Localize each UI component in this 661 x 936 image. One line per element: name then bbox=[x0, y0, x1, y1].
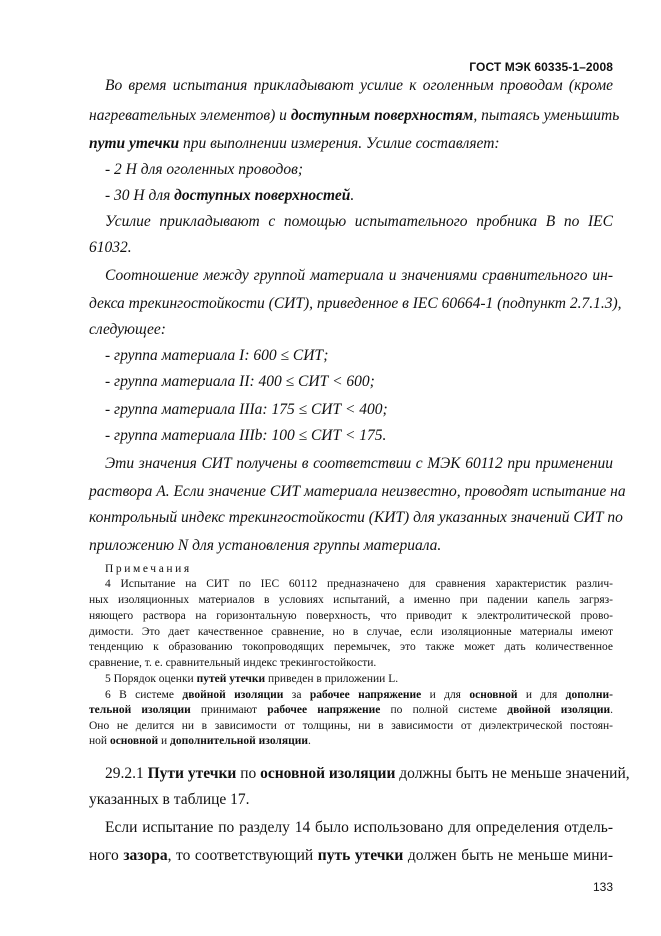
group-list-item: - группа материала IIIa: 175 ≤ СИТ < 400; bbox=[105, 401, 388, 418]
note4-line: ных изоляционных материалов в условиях испытаний, а именно при падении капель загряз- bbox=[89, 594, 613, 606]
para5-line2: ного зазора, то соответствующий путь утечки должен быть не меньше мини- bbox=[89, 847, 613, 864]
note6-line3: Оно не делится ни в зависимости от толщины, ни в зависимости от диэлектрической постоян- bbox=[89, 720, 613, 732]
para3-line1: Соотношение между группой материала и значениями сравнительного ин- bbox=[105, 267, 613, 284]
para2-line2: 61032. bbox=[89, 239, 132, 256]
para4-line4: приложению N для установления группы материала. bbox=[89, 537, 442, 554]
para3-line2: декса трекингостойкости (СИТ), приведенное в IEC 60664-1 (подпункт 2.7.1.3), bbox=[89, 295, 622, 312]
para4-line2: раствора А. Если значение СИТ материала неизвестно, проводят испытание на bbox=[89, 483, 626, 500]
para5-line1: Если испытание по разделу 14 было использовано для определения отдель- bbox=[105, 819, 613, 836]
note4-line: 4 Испытание на СИТ по IEC 60112 предназначено для сравнения характеристик различ- bbox=[105, 578, 613, 590]
para1-line2: нагревательных элементов) и доступным поверхностям, пытаясь уменьшить bbox=[89, 107, 620, 124]
note4-line: димости. Это дает качественное сравнение, но в случае, если изоляционные материалы имеют bbox=[89, 626, 613, 638]
para1-line3: пути утечки при выполнении измерения. Усилие составляет: bbox=[89, 135, 500, 152]
para2-line1: Усилие прикладывают с помощью испытательного пробника В по IEC bbox=[105, 213, 613, 230]
page-number: 133 bbox=[592, 880, 613, 894]
group-list-item: - группа материала II: 400 ≤ СИТ < 600; bbox=[105, 373, 375, 390]
force-list-item: - 2 Н для оголенных проводов; bbox=[105, 161, 304, 178]
group-list-item: - группа материала I: 600 ≤ СИТ; bbox=[105, 347, 329, 364]
note4-line: тенденцию к образованию токопроводящих перемычек, это также может дать количественное bbox=[89, 641, 613, 653]
note6-line4: ной основной и дополнительной изоляции. bbox=[89, 735, 311, 747]
clause-line1: 29.2.1 Пути утечки по основной изоляции должны быть не меньше значений, bbox=[105, 765, 630, 782]
para3-line3: следующее: bbox=[89, 321, 166, 338]
note6-line1: 6 В системе двойной изоляции за рабочее напряжение и для основной и для дополни- bbox=[105, 689, 613, 701]
force-list-item: - 30 Н для доступных поверхностей. bbox=[105, 187, 355, 204]
group-list-item: - группа материала IIIb: 100 ≤ СИТ < 175. bbox=[105, 427, 387, 444]
note4-line: няющего раствора на горизонтальную поверхность, что приводит к электролитической прово- bbox=[89, 610, 613, 622]
notes-title: Примечания bbox=[105, 563, 192, 575]
para4-line1: Эти значения СИТ получены в соответствии с МЭК 60112 при применении bbox=[105, 455, 613, 472]
note5: 5 Порядок оценки путей утечки приведен в приложении L. bbox=[105, 673, 399, 685]
para1-line1: Во время испытания прикладывают усилие к оголенным проводам (кроме bbox=[105, 77, 613, 94]
note6-line2: тельной изоляции принимают рабочее напряжение по полной системе двойной изоляции. bbox=[89, 704, 613, 716]
para4-line3: контрольный индекс трекингостойкости (КИТ) для указанных значений СИТ по bbox=[89, 509, 623, 526]
clause-line2: указанных в таблице 17. bbox=[89, 791, 250, 808]
document-header: ГОСТ МЭК 60335-1–2008 bbox=[469, 60, 613, 74]
note4-line: сравнение, т. е. сравнительный индекс трекингостойкости. bbox=[89, 657, 377, 669]
